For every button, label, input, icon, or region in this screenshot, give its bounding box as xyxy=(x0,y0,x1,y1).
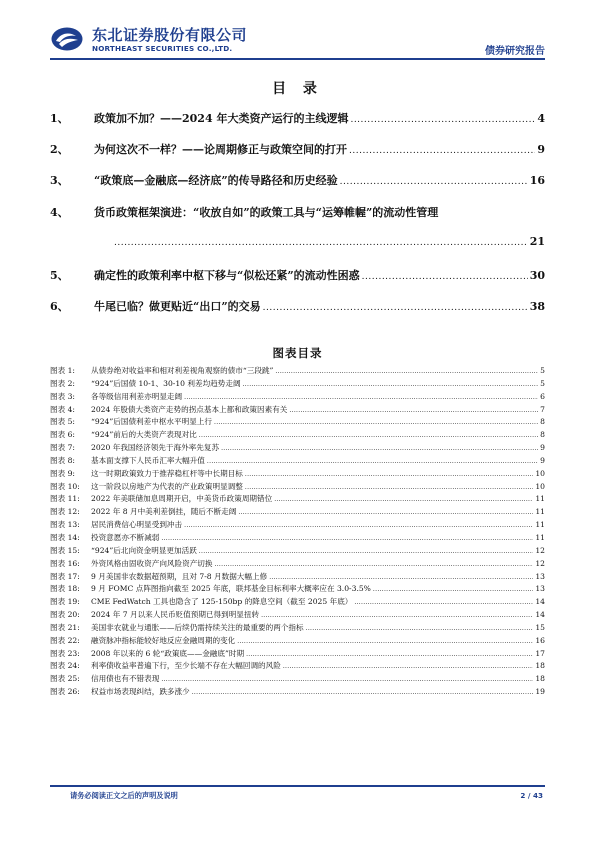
figure-page: 10 xyxy=(535,481,545,491)
toc-entry-title: 确定性的政策利率中枢下移与“似松还紧”的流动性困惑 xyxy=(94,269,360,282)
figure-list-item[interactable] xyxy=(50,622,545,635)
dot-leader xyxy=(306,623,534,636)
figure-list-item[interactable] xyxy=(50,378,545,391)
figure-page: 11 xyxy=(535,532,545,542)
dot-leader xyxy=(199,430,538,443)
figure-page: 15 xyxy=(535,622,545,632)
figure-label: 图表 3: xyxy=(50,391,75,401)
figure-page: 11 xyxy=(535,520,545,530)
dot-leader xyxy=(114,238,528,248)
figure-page: 17 xyxy=(535,648,545,658)
figure-label: 图表 16: xyxy=(50,558,80,568)
figure-page: 12 xyxy=(535,545,545,555)
dot-leader xyxy=(238,507,533,520)
figure-label: 图表 25: xyxy=(50,674,80,684)
figure-page: 14 xyxy=(535,597,545,607)
figure-page: 10 xyxy=(535,468,545,478)
figure-label: 图表 15: xyxy=(50,545,80,555)
dot-leader xyxy=(362,272,528,282)
figure-label: 图表 26: xyxy=(50,687,80,697)
header-divider xyxy=(50,58,545,60)
figure-list-item[interactable] xyxy=(50,583,545,596)
figure-caption: 基本面支撑下人民币汇率大幅升值 xyxy=(91,455,205,465)
footer-disclaimer: 请务必阅读正文之后的声明及说明 xyxy=(70,791,178,800)
toc-entry-number: 6、 xyxy=(50,300,69,313)
figure-page: 5 xyxy=(540,378,545,388)
figure-page: 19 xyxy=(535,687,545,697)
figure-list-item[interactable] xyxy=(50,545,545,558)
figure-list-item[interactable] xyxy=(50,596,545,609)
footer-divider xyxy=(50,785,545,787)
dot-leader xyxy=(289,405,538,418)
figure-caption: 2024 年 7 月以来人民币贬值预期已得到明显扭转 xyxy=(91,610,260,620)
dot-leader xyxy=(221,443,538,456)
figure-page: 8 xyxy=(540,417,545,427)
figure-page: 8 xyxy=(540,430,545,440)
figure-label: 图表 18: xyxy=(50,584,80,594)
figure-label: 图表 1: xyxy=(50,366,75,375)
toc-entry-page: 21 xyxy=(529,235,545,248)
dot-leader xyxy=(207,456,538,469)
figure-list-item[interactable] xyxy=(50,429,545,442)
figure-label: 图表 12: xyxy=(50,507,80,517)
figure-caption: 2020 年我国经济领先于海外率先复苏 xyxy=(91,443,220,453)
figure-page: 12 xyxy=(535,558,545,568)
toc-entry[interactable] xyxy=(50,298,545,318)
toc-entry-title: 货币政策框架演进：“收放自如”的政策工具与“运筹帷幄”的流动性管理 xyxy=(94,206,439,219)
figure-caption: 9 月 FOMC 点阵图指向截至 2025 年底，联邦基金目标利率大概率应在 3.0-3.5% xyxy=(91,584,371,594)
figure-caption: 2022 年美联储加息周期开启，中美货币政策周期错位 xyxy=(91,494,273,504)
figure-label: 图表 14: xyxy=(50,532,80,542)
figure-caption: 融资脉冲指标能较好地反应金融周期的变化 xyxy=(91,635,236,645)
toc-entry-title: 为何这次不一样？——论周期修正与政策空间的打开 xyxy=(94,143,347,156)
figure-label: 图表 6: xyxy=(50,430,75,440)
figure-caption: 利率债收益率普遍下行，至少长端不存在大幅回调的风险 xyxy=(91,661,281,671)
figure-list-item[interactable] xyxy=(50,519,545,532)
figure-caption: 投资意愿亦不断减弱 xyxy=(91,532,160,542)
figure-caption: 外资风格由固收资产向风险资产切换 xyxy=(91,558,213,568)
figure-list-item[interactable] xyxy=(50,481,545,494)
toc-entry-page: 16 xyxy=(529,174,545,187)
figure-caption: 信用债也有不错表现 xyxy=(91,674,160,684)
figure-page: 11 xyxy=(535,494,545,504)
figure-page: 9 xyxy=(540,443,545,453)
figure-list-item[interactable] xyxy=(50,468,545,481)
dot-leader xyxy=(161,533,533,546)
figure-page: 9 xyxy=(540,455,545,465)
toc-entry-number: 2、 xyxy=(50,143,69,156)
figure-caption: 9 月美国非农数据超预期，且对 7-8 月数据大幅上修 xyxy=(91,571,268,581)
figure-label: 图表 4: xyxy=(50,404,75,414)
toc-entry[interactable] xyxy=(50,267,545,287)
figure-list-item[interactable] xyxy=(50,493,545,506)
dot-leader xyxy=(263,303,528,313)
toc-entry[interactable] xyxy=(50,141,545,161)
figure-caption: 2024 年股债大类资产走势的拐点基本上都和政策因素有关 xyxy=(91,404,288,414)
toc-entry-title: 牛尾已临？做更贴近“出口”的交易 xyxy=(94,300,261,313)
figure-label: 图表 17: xyxy=(50,571,80,581)
figure-page: 18 xyxy=(535,661,545,671)
northeast-securities-logo-icon xyxy=(50,26,84,52)
figure-caption: 居民消费信心明显受到冲击 xyxy=(91,520,183,530)
figure-caption: “924”后北向资金明显更加活跃 xyxy=(91,545,197,555)
figure-label: 图表 2: xyxy=(50,378,75,388)
dot-leader xyxy=(373,584,533,597)
toc-entry-number: 4、 xyxy=(50,206,69,219)
toc-entry-number: 1、 xyxy=(50,112,69,125)
figure-caption: “924”后国债 10-1、30-10 利差均趋势走阔 xyxy=(91,378,241,388)
dot-leader xyxy=(184,520,533,533)
figure-label: 图表 13: xyxy=(50,520,80,530)
figure-page: 7 xyxy=(540,404,545,414)
figure-page: 16 xyxy=(535,635,545,645)
figure-label: 图表 11: xyxy=(50,494,80,504)
figure-list-item[interactable] xyxy=(50,455,545,468)
figure-label: 图表 8: xyxy=(50,455,75,465)
figure-caption: 2008 年以来的 6 轮“政策底——金融底”时期 xyxy=(91,648,245,658)
figure-list-item[interactable] xyxy=(50,635,545,648)
figure-list-item[interactable] xyxy=(50,442,545,455)
figure-page: 6 xyxy=(540,391,545,401)
figure-list-item[interactable] xyxy=(50,571,545,584)
toc-entry-number: 3、 xyxy=(50,174,69,187)
figure-label: 图表 10: xyxy=(50,481,80,491)
toc-title: 目 录 xyxy=(272,81,323,97)
company-name-en: NORTHEAST SECURITIES CO.,LTD. xyxy=(92,44,233,53)
toc-entry-page: 4 xyxy=(537,112,545,125)
dot-leader xyxy=(199,546,534,559)
figure-caption: 2022 年 8 月中美利差倒挂，随后不断走阔 xyxy=(91,507,237,517)
figure-list xyxy=(50,365,545,699)
figure-list-item[interactable] xyxy=(50,506,545,519)
dot-leader xyxy=(237,636,533,649)
dot-leader xyxy=(354,597,533,610)
figure-caption: 权益市场表现纠结，跌多涨少 xyxy=(91,687,190,697)
figure-caption: 美国非农就业与通胀——后续仍需持续关注的最重要的两个指标 xyxy=(91,622,304,632)
figure-list-item[interactable] xyxy=(50,609,545,622)
dot-leader xyxy=(243,379,539,392)
figure-list-item[interactable] xyxy=(50,416,545,429)
figure-label: 图表 24: xyxy=(50,661,80,671)
dot-leader xyxy=(245,482,533,495)
figure-caption: “924”后国债利差中枢水平明显上行 xyxy=(91,417,212,427)
figure-label: 图表 21: xyxy=(50,622,80,632)
figure-list-item[interactable] xyxy=(50,660,545,673)
figure-page: 14 xyxy=(535,610,545,620)
figure-list-item[interactable] xyxy=(50,673,545,686)
dot-leader xyxy=(340,177,528,187)
dot-leader xyxy=(192,687,534,700)
dot-leader xyxy=(275,366,538,379)
figure-label: 图表 20: xyxy=(50,610,80,620)
figure-page: 5 xyxy=(540,366,545,375)
toc-entry-page: 38 xyxy=(529,300,545,313)
dot-leader xyxy=(214,417,538,430)
figure-caption: 从债券绝对收益率和相对利差视角观察的债市“三段跳” xyxy=(91,366,274,375)
toc-entry-title: 政策加不加？——2024 年大类资产运行的主线逻辑 xyxy=(94,112,349,125)
figure-list-title: 图表目录 xyxy=(272,346,323,360)
figure-list-item[interactable] xyxy=(50,365,545,378)
dot-leader xyxy=(161,674,533,687)
figure-list-item[interactable] xyxy=(50,648,545,661)
report-type-label: 债券研究报告 xyxy=(485,46,545,57)
toc-entry-page: 30 xyxy=(529,269,545,282)
figure-label: 图表 19: xyxy=(50,597,80,607)
figure-list-item[interactable] xyxy=(50,391,545,404)
figure-label: 图表 5: xyxy=(50,417,75,427)
figure-label: 图表 22: xyxy=(50,635,80,645)
toc-entry[interactable] xyxy=(50,172,545,192)
toc-entry-number: 5、 xyxy=(50,269,69,282)
figure-label: 图表 23: xyxy=(50,648,80,658)
figure-page: 18 xyxy=(535,674,545,684)
toc-entry[interactable] xyxy=(50,110,545,130)
figure-caption: 这一时期政策致力于推荐稳杠杆等中长期目标 xyxy=(91,468,243,478)
figure-list-item[interactable] xyxy=(50,532,545,545)
dot-leader xyxy=(283,661,533,674)
figure-page: 13 xyxy=(535,584,545,594)
figure-caption: 各等级信用利差亦明显走阔 xyxy=(91,391,183,401)
figure-list-item[interactable] xyxy=(50,558,545,571)
toc-entry[interactable] xyxy=(50,204,545,254)
figure-caption: CME FedWatch 工具也隐含了 125-150bp 的降息空间（截至 2025 年底） xyxy=(91,597,353,607)
toc-entry-title: “政策底—金融底—经济底”的传导路径和历史经验 xyxy=(94,174,338,187)
figure-page: 11 xyxy=(535,507,545,517)
dot-leader xyxy=(350,115,535,125)
figure-label: 图表 9: xyxy=(50,468,75,478)
figure-caption: “924”前后的大类资产表现对比 xyxy=(91,430,197,440)
toc-entry-page: 9 xyxy=(537,143,545,156)
dot-leader xyxy=(274,494,533,507)
page-number: 2 / 43 xyxy=(520,791,543,800)
figure-list-item[interactable] xyxy=(50,404,545,417)
dot-leader xyxy=(349,146,535,156)
figure-list-item[interactable] xyxy=(50,686,545,699)
dot-leader xyxy=(245,469,533,482)
company-name-cn: 东北证券股份有限公司 xyxy=(92,26,248,44)
dot-leader xyxy=(246,649,533,662)
figure-page: 13 xyxy=(535,571,545,581)
page-header xyxy=(0,0,595,70)
figure-label: 图表 7: xyxy=(50,443,75,453)
figure-caption: 这一阶段以房地产为代表的产业政策明显调整 xyxy=(91,481,243,491)
